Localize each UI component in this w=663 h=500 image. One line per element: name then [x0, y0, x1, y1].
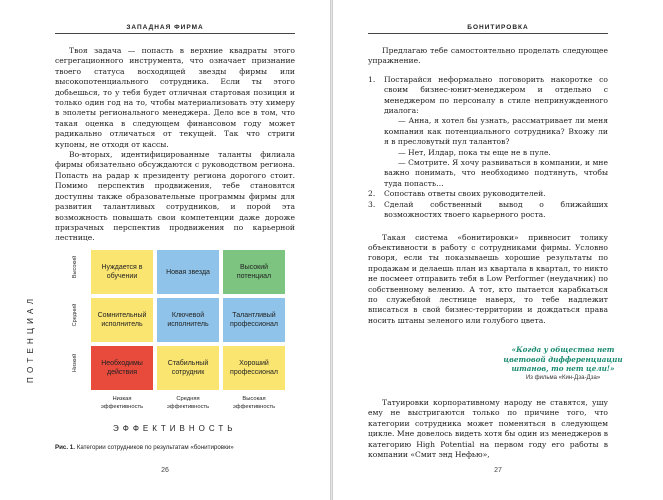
dialogue-line: — Смотрите. Я хочу развиваться в компании, и мне важно понимать, что необходимо подтянуть, чтобы туда попасть… [384, 158, 608, 188]
cell-stable-employee: Стабильный сотрудник [157, 346, 219, 390]
cell-key-performer: Ключевой исполнитель [157, 298, 219, 342]
col-label: Высокая эффективность [232, 396, 276, 410]
cell-good-professional: Хороший профессионал [223, 346, 285, 390]
cell-action-needed: Необходимы действия [91, 346, 153, 390]
cell-high-potential: Высокий потенциал [223, 250, 285, 294]
y-axis-title: ПОТЕНЦИАЛ [26, 294, 35, 383]
epigraph-quote: «Когда у общества нет цветовой дифференциации штанов, то нет цели!» [503, 345, 623, 373]
cell-new-star: Новая звезда [157, 250, 219, 294]
right-bottom-text [368, 398, 608, 460]
cell-doubtful-performer: Сомнительный исполнитель [91, 298, 153, 342]
paragraph: Во-вторых, идентифицированные таланты филиала фирмы обязательно обсуждаются с руководством региона. Попасть на радар к президенту региона дорогого стоит. Помимо перспектив продвижения, тебе становятся доступны также образовательные программы фирмы для развития талантливых сотрудников, и порой эта возможность повышать свои компетенции даже дороже призрачных перспектив продвижения по карьерной лестнице. [55, 150, 295, 243]
quote-source: Из фильма «Кин-Дза-Дза» [525, 375, 601, 381]
paragraph: Такая система «бонитировки» привносит толику объективности в работу с сотрудниками фирмы. Условно говоря, если ты показываешь хорошие результаты по продажам и делаешь план из квартала в квартал, то никто не посмеет отправить тебя в Low Performer (неудачник) по собственному велению. А тот, кто пытается карабкаться по служебной лестнице наверх, то тебе надлежит вписаться в свой бизнес-территории и дождаться права носить штаны зеленого или голубого цвета. [368, 232, 608, 325]
caption-text: Категории сотрудников по результатам «бонитировки» [76, 444, 234, 451]
list-number: 1. [368, 74, 376, 84]
running-head-right: БОНИТИРОВКА [467, 24, 529, 31]
x-axis-title: ЭФФЕКТИВНОСТЬ [113, 424, 237, 433]
page-number-left: 26 [161, 467, 169, 474]
intro-paragraph: Предлагаю тебе самостоятельно проделать следующее упражнение. [368, 46, 608, 66]
caption-label: Рис. 1. [55, 444, 75, 451]
list-number: 2. [368, 189, 376, 199]
list-text: Постарайся неформально поговорить накоротке со своим бизнес-юнит-менеджером и отдельно с менеджером по персоналу в стиле непринужденного диалога: [384, 74, 608, 116]
list-item [368, 75, 608, 189]
right-page [333, 0, 663, 500]
list-item [368, 189, 608, 199]
figure-caption [55, 444, 234, 451]
col-label: Средняя эффективность [166, 396, 210, 410]
cell-needs-training: Нуждается в обучении [91, 250, 153, 294]
dialogue-line: — Анна, я хотел бы узнать, рассматривает ли меня компания как потенциального сотрудника? Вхожу ли я в пресловутый пул талантов? [384, 116, 608, 147]
list-item [368, 200, 608, 221]
list-number: 3. [368, 199, 376, 209]
paragraph: Татуировки корпоративному народу не ставятся, ушу ему не выстригаются только по причине того, что категории сотрудника может поменяться в следующем цикле. Мне довелось видеть хотя бы один из менеджеров в категорию High Potential на первом году его работы в компании «Смит энд Нефью», [368, 398, 608, 460]
dialogue-line: — Нет, Илдар, пока ты еще не в пуле. [398, 147, 551, 157]
row-label: Высокий [72, 255, 78, 279]
page-number-right: 27 [494, 467, 502, 474]
running-head-left: ЗАПАДНАЯ ФИРМА [126, 24, 204, 31]
cell-talented-professional: Талантливый профессионал [223, 298, 285, 342]
row-label: Средний [72, 303, 78, 327]
col-label: Низкая эффективность [100, 396, 144, 410]
right-body-text [368, 46, 608, 326]
header-rule [55, 33, 295, 34]
left-page [0, 0, 330, 500]
paragraph: Твоя задача — попасть в верхние квадраты этого сегрегационного инструмента, что означает признание твоего статуса восходящей звезды фирмы или высокопотенциального сотрудника. Если ты этого добьешься, то у тебя будет отличная стартовая позиция и только один год на то, чтобы материализовать эту химеру в эполеты регионального менеджера. Дело все в том, что такая оценка в следующем финансовом году может радикально отличаться от текущей. Так что стриги купоны, не отходя от кассы. [55, 46, 295, 149]
list-text: Сделай собственный вывод о ближайших возможностях твоего карьерного роста. [384, 199, 608, 220]
header-rule [368, 33, 608, 34]
row-label: Низкий [72, 353, 78, 373]
list-text: Сопоставь ответы своих руководителей. [384, 189, 546, 199]
left-body-text [55, 46, 295, 244]
